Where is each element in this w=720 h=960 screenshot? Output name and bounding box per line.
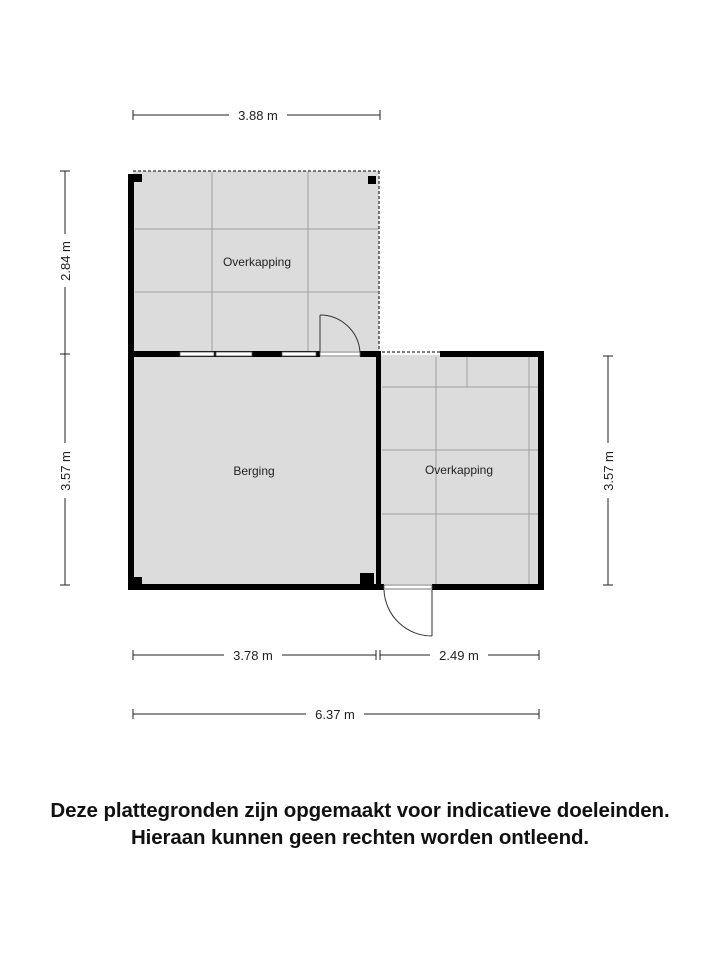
floors bbox=[133, 171, 544, 589]
dim-label-top-width: 3.88 m bbox=[238, 108, 278, 123]
dim-label-right-height: 3.57 m bbox=[601, 451, 616, 491]
dim-label-bottom-left-width: 3.78 m bbox=[233, 648, 273, 663]
window-1 bbox=[180, 352, 214, 356]
dim-label-left-lower-height: 3.57 m bbox=[58, 451, 73, 491]
room-label-overkapping-right: Overkapping bbox=[424, 463, 494, 477]
dim-label-left-upper-height: 2.84 m bbox=[58, 241, 73, 281]
door-swing-bottom bbox=[384, 590, 432, 636]
window-2 bbox=[216, 352, 252, 356]
disclaimer-line-2: Hieraan kunnen geen rechten worden ontleend. bbox=[130, 826, 590, 849]
window-3 bbox=[282, 352, 316, 356]
windows bbox=[180, 352, 316, 356]
dim-label-bottom-right-width: 2.49 m bbox=[439, 648, 479, 663]
room-label-berging: Berging bbox=[233, 464, 275, 478]
room-label-overkapping-top: Overkapping bbox=[222, 255, 292, 269]
dim-label-total-width: 6.37 m bbox=[315, 707, 355, 722]
disclaimer-line-1: Deze plattegronden zijn opgemaakt voor indicatieve doeleinden. bbox=[50, 799, 670, 822]
